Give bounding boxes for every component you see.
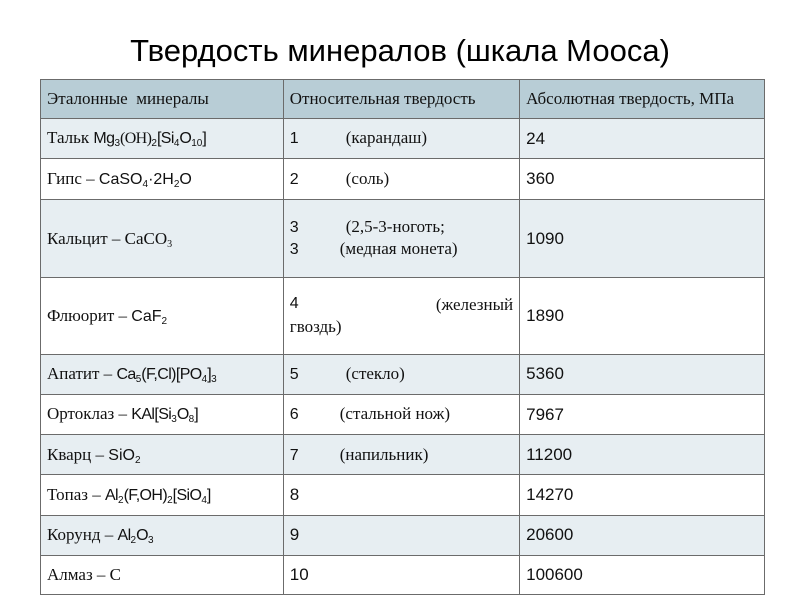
relative-hardness-cell: 5 (стекло) [283,354,519,394]
absolute-hardness-cell: 20600 [520,515,765,555]
relative-hardness-cell: 2 (соль) [283,159,519,199]
relative-hardness-cell: 6 (стальной нож) [283,394,519,434]
formula: $Ca_5(F,Cl)[PO_4]_3$ [116,366,217,386]
header-absolute-hardness: Абсолютная твердость, МПа [520,80,765,119]
relative-hardness-cell: 8 [283,475,519,515]
mineral-cell: Кварц – SiO$_2$ [41,435,284,475]
table-row [41,435,765,475]
absolute-hardness-cell: 1090 [520,199,765,278]
mineral-cell: Алмаз – С [41,555,284,594]
absolute-hardness-cell: 1890 [520,278,765,354]
formula: $Mg_3(OH)_2[Si_4O_{10}]$ [93,130,207,150]
table-row [41,394,765,434]
formula: CaF$_2$ [131,307,168,327]
mineral-cell: Топаз – $Al_2(F,OH)_2[SiO_4]$ [41,475,284,515]
mineral-cell: Апатит – $Ca_5(F,Cl)[PO_4]_3$ [41,354,284,394]
relative-hardness-cell: 10 [283,555,519,594]
formula: $Al_2O_3$ [117,527,154,547]
mineral-cell: Кальцит – CaCO$_3$ [41,199,284,278]
table-row [41,119,765,159]
page-title: Твердость минералов (шкала Мооса) [130,33,670,68]
table-row [41,278,765,354]
table-row [41,475,765,515]
mineral-cell: Тальк $Mg_3(OH)_2[Si_4O_{10}]$ [41,119,284,159]
formula: $KAl[Si_3O_8]$ [131,406,199,426]
mineral-cell: Гипс – $CaSO_4\cdot 2H_2O$ [41,159,284,199]
table-row [41,159,765,199]
table-row [41,555,765,594]
absolute-hardness-cell: 5360 [520,354,765,394]
absolute-hardness-cell: 7967 [520,394,765,434]
absolute-hardness-cell: 14270 [520,475,765,515]
mineral-cell: Корунд – $Al_2O_3$ [41,515,284,555]
table-row [41,515,765,555]
header-minerals: Эталонные минералы [41,80,284,119]
mohs-hardness-table [40,79,765,595]
formula: CaCO$_3$ [124,228,173,250]
relative-hardness-cell: 3 (2,5-3-ноготь; 3 (медная монета) [283,199,519,278]
absolute-hardness-cell: 24 [520,119,765,159]
table-row [41,199,765,278]
relative-hardness-cell: 1 (карандаш) [283,119,519,159]
relative-hardness-cell: 7 (напильник) [283,435,519,475]
table-header-row [41,80,765,119]
absolute-hardness-cell: 100600 [520,555,765,594]
absolute-hardness-cell: 11200 [520,435,765,475]
table-row [41,354,765,394]
formula: $Al_2(F,OH)_2[SiO_4]$ [104,486,211,506]
relative-hardness-cell: 4 (железный гвоздь) [283,278,519,354]
mineral-cell: Ортоклаз – $KAl[Si_3O_8]$ [41,394,284,434]
header-relative-hardness: Относительная твердость [283,80,519,119]
formula: $CaSO_4\cdot 2H_2O$ [98,170,192,190]
mineral-cell: Флюорит – CaF$_2$ [41,278,284,354]
formula: SiO$_2$ [108,446,141,466]
absolute-hardness-cell: 360 [520,159,765,199]
relative-hardness-cell: 9 [283,515,519,555]
